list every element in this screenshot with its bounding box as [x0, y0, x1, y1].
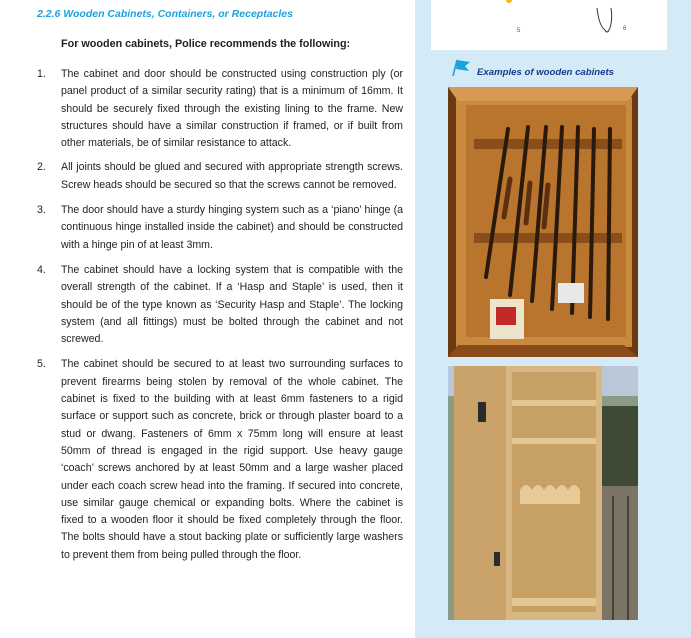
cabinet-photo-1	[448, 87, 638, 357]
intro-text: For wooden cabinets, Police recommends the following:	[61, 38, 351, 50]
cabinet-photo-2	[448, 366, 638, 620]
item-number: 2.	[37, 161, 46, 174]
flag-icon	[450, 58, 472, 78]
diagram-label: 6	[623, 26, 627, 32]
list-item	[37, 356, 403, 564]
item-number: 5.	[37, 358, 46, 371]
item-text: The cabinet should have a locking system that is compatible with the overall strength of the cabinet. If a ‘Hasp and Staple’ is used, then it should be of the type known as ‘Security Hasp and Staple’. The locking system (and all fittings) must be bolted through the cabinet and not screwed.	[61, 263, 403, 346]
list-item	[37, 262, 403, 348]
item-text: The cabinet should be secured to at least two surrounding surfaces to prevent firearms being stolen by removal of the whole cabinet. The cabinet is fixed to the building with at least 6mm fasteners to a rigid surface or support such as concrete, brick or through plaster board to a stud or dwang. Fasteners of 6mm x 75mm long will ensure at least 50mm of thread is engaged in the rigid support. Use heavy gauge ‘coach’ screws anchored by at least 50mm and a large washer placed under each coach screw head into the framing. If secured into concrete, use similar gauge chemical or expanding bolts. Where the cabinet is fixed to a wooden floor it should be fixed completely through the floor. The bolts should have a stout backing plate or sufficiently large washers to prevent them from being pulled through the floor.	[61, 358, 403, 561]
list-item	[37, 66, 403, 152]
recommendation-list	[37, 66, 403, 564]
diagram-label: 5	[517, 28, 521, 34]
item-text: The door should have a sturdy hinging system such as a ‘piano’ hinge (a continuous hinge installed inside the cabinet) and should be constructed with a hinge pin of at least 3mm.	[61, 204, 403, 251]
item-number: 4.	[37, 263, 46, 276]
item-number: 3.	[37, 204, 46, 217]
item-text: All joints should be glued and secured with appropriate strength screws. Screw heads should be secured so that the screws cannot be removed.	[61, 161, 403, 191]
item-text: The cabinet and door should be constructed using construction ply (or panel product of a similar security rating) that is a minimum of 16mm. It should be securely fixed through the existing lining to the frame. New structures should have a similar construction if framed, or if built from other materials, be of similar resistance to attack.	[61, 68, 403, 150]
figure-caption: Examples of wooden cabinets	[477, 67, 615, 78]
section-heading: 2.2.6 Wooden Cabinets, Containers, or Receptacles	[37, 8, 293, 20]
hasp-diagram	[431, 0, 667, 50]
list-item	[37, 159, 403, 194]
item-number: 1.	[37, 68, 46, 80]
list-item	[37, 202, 403, 254]
hasp-diagram-drawing	[431, 0, 667, 50]
